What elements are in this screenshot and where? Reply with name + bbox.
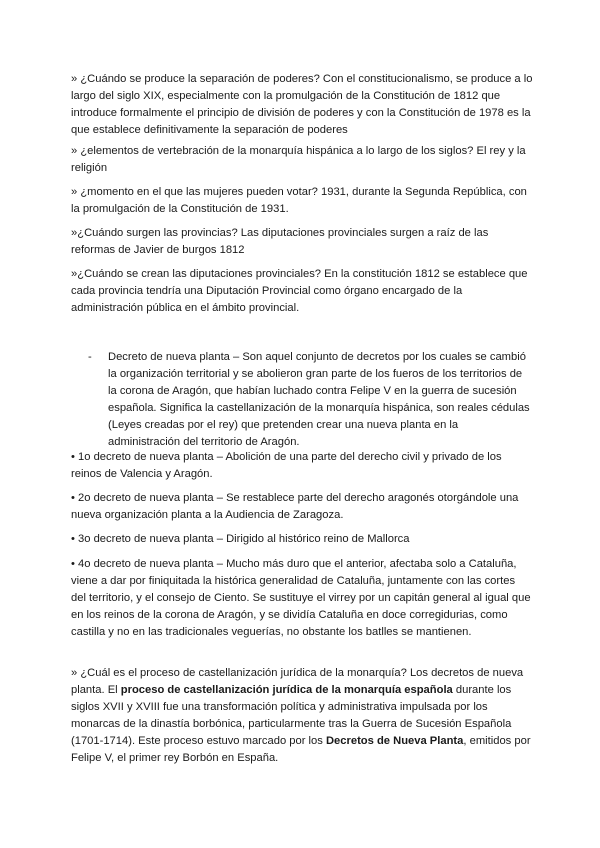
paragraph-text: durante los siglos XVII y XVIII fue una transformación política y administrativa impulsada por los monarcas de la dinastía borbónica, particularmente tras la Guerra de Sucesión Española (1701-1714). Este proceso estuvo marcado por los (71, 684, 512, 747)
bullet-marker: • (71, 451, 79, 463)
paragraph-text: ¿Cuál es el proceso de castellanización jurídica de la monarquía? Los decretos de nueva planta. El (71, 667, 524, 696)
paragraph-decreto-1 (71, 449, 533, 483)
list-item-text: Decreto de nueva planta – Son aquel conjunto de decretos por los cuales se cambió la organización territorial y se abolieron gran parte de los fueros de los territorios de la corona de Aragón, que habían luchado contra Felipe V en la guerra de sucesión española. Significa la castellanización de la monarquía hispánica, son reales cédulas (Leyes creadas por el rey) que pretenden crear una nueva planta en la administración del territorio de Aragón. (108, 351, 530, 448)
paragraph-text: , emitidos por Felipe V, el primer rey Borbón en España. (71, 735, 531, 764)
paragraph-separacion-poderes (71, 71, 533, 139)
arrow-marker: » (71, 145, 81, 157)
paragraph-text: ¿Cuándo se crean las diputaciones provinciales? En la constitución 1812 se establece que cada provincia tendría una Diputación Provincial como órgano encargado de la administración pública en el ámbito provincial. (71, 268, 528, 314)
arrow-marker: » (71, 667, 81, 679)
bullet-marker: • (71, 533, 79, 545)
paragraph-text: 1o decreto de nueva planta – Abolición de una parte del derecho civil y privado de los reinos de Valencia y Aragón. (71, 451, 502, 480)
paragraph-text: 3o decreto de nueva planta – Dirigido al histórico reino de Mallorca (78, 533, 410, 545)
paragraph-text: 4o decreto de nueva planta – Mucho más duro que el anterior, afectaba solo a Cataluña, viene a dar por finiquitada la histórica generalidad de Cataluña, juntamente con las cortes del territorio, y el consejo de Ciento. Se sustituye el virrey por un capitán general al igual que en los reinos de la corona de Aragón, y se dividía Cataluña en doce corregidurias, como castilla y no en las tradicionales veguerías, no obstante los batlles se mantienen. (71, 558, 531, 638)
paragraph-text: ¿elementos de vertebración de la monarquía hispánica a lo largo de los siglos? El rey y la religión (71, 145, 526, 174)
paragraph-provincias (71, 225, 533, 259)
list-dash: - (88, 351, 92, 363)
paragraph-castellanizacion (71, 665, 533, 767)
paragraph-decreto-3 (71, 531, 533, 548)
paragraph-decreto-2 (71, 490, 533, 524)
paragraph-diputaciones (71, 266, 533, 317)
paragraph-text: ¿Cuándo surgen las provincias? Las diputaciones provinciales surgen a raíz de las reformas de Javier de burgos 1812 (71, 227, 489, 256)
paragraph-vertebracion (71, 143, 533, 177)
list-item-nueva-planta (88, 349, 533, 451)
arrow-marker: » (71, 73, 81, 85)
paragraph-text: ¿momento en el que las mujeres pueden votar? 1931, durante la Segunda República, con la promulgación de la Constitución de 1931. (71, 186, 527, 215)
paragraph-text: ¿Cuándo se produce la separación de poderes? Con el constitucionalismo, se produce a lo largo del siglo XIX, especialmente con la promulgación de la Constitución de 1812 que introduce formalmente el principio de división de poderes y con la Constitución de 1978 es la que establece definitivamente la separación de poderes (71, 73, 533, 136)
arrow-marker: » (71, 268, 78, 280)
arrow-marker: » (71, 227, 78, 239)
paragraph-text: 2o decreto de nueva planta – Se restablece parte del derecho aragonés otorgándole una nueva organización planta a la Audiencia de Zaragoza. (71, 492, 519, 521)
bold-phrase: proceso de castellanización jurídica de la monarquía española (120, 684, 453, 696)
arrow-marker: » (71, 186, 81, 198)
paragraph-voto-mujeres (71, 184, 533, 218)
paragraph-decreto-4 (71, 556, 533, 641)
bold-phrase: Decretos de Nueva Planta (325, 735, 464, 747)
bullet-marker: • (71, 492, 79, 504)
bullet-marker: • (71, 558, 79, 570)
